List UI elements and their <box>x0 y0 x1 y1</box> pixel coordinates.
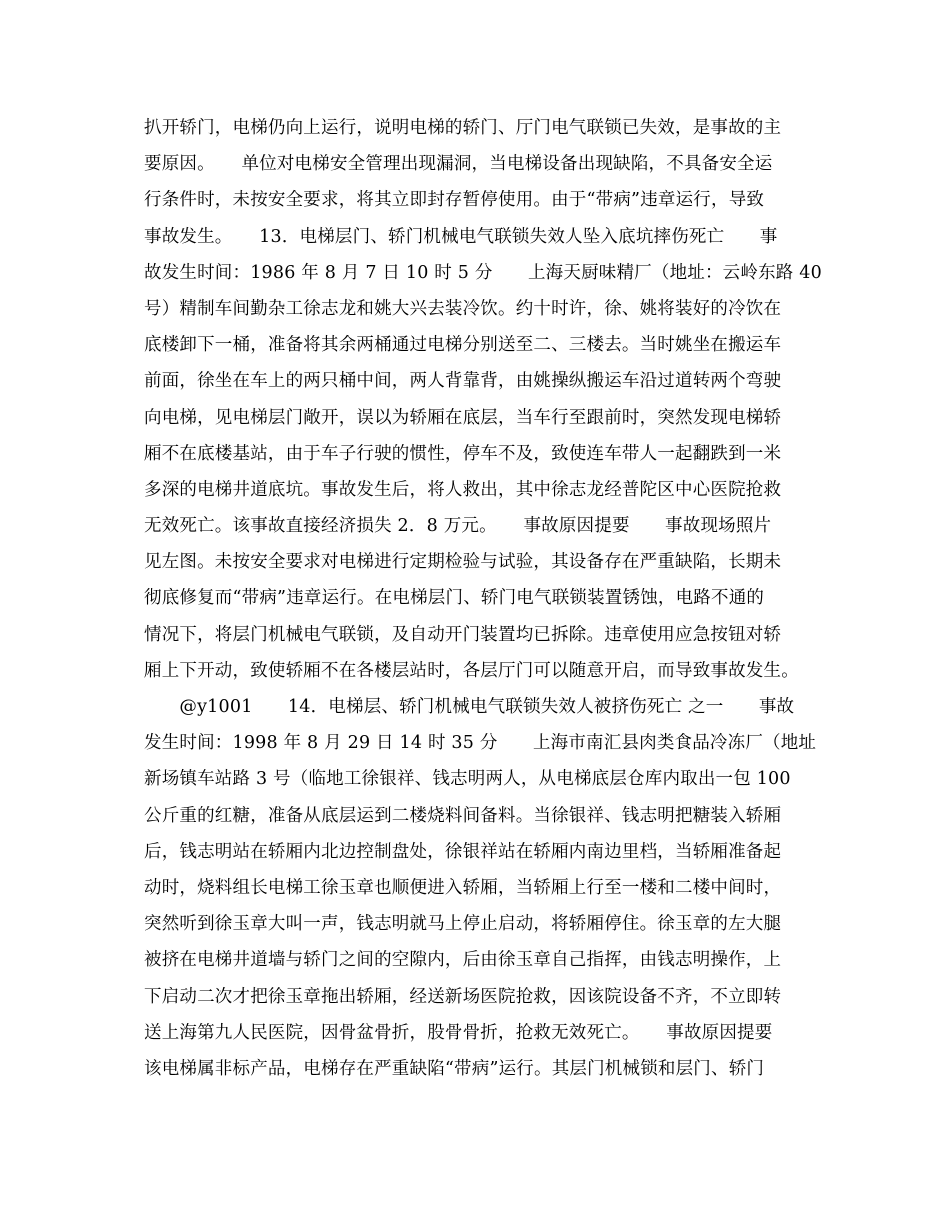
text-line: 事故发生。 13．电梯层门、轿门机械电气联锁失效人坠入底坑摔伤死亡 事 <box>144 226 778 247</box>
text-line: 被挤在电梯井道墙与轿门之间的空隙内，后由徐玉章自己指挥，由钱志明操作，上 <box>144 950 782 971</box>
text-line: 情况下，将层门机械电气联锁，及自动开门装置均已拆除。违章使用应急按钮对轿 <box>144 624 782 645</box>
text-line: 厢上下开动，致使轿厢不在各楼层站时，各层厅门可以随意开启，而导致事故发生。 <box>144 660 799 681</box>
text-line: 要原因。 单位对电梯安全管理出现漏洞，当电梯设备出现缺陷，不具备安全运 <box>144 154 773 175</box>
text-line: 前面，徐坐在车上的两只桶中间，两人背靠背，由姚操纵搬运车沿过道转两个弯驶 <box>144 371 782 392</box>
text-line: @y1001 14．电梯层、轿门机械电气联锁失效人被挤伤死亡 之一 事故 <box>144 697 795 717</box>
text-line: 号）精制车间勤杂工徐志龙和姚大兴去装冷饮。约十时许，徐、姚将装好的冷饮在 <box>144 298 782 319</box>
text-line: 多深的电梯井道底坑。事故发生后，将人救出，其中徐志龙经普陀区中心医院抢救 <box>144 479 782 500</box>
body-text <box>144 110 820 1087</box>
text-line: 动时，烧料组长电梯工徐玉章也顺便进入轿厢，当轿厢上行至一楼和二楼中间时， <box>144 877 782 898</box>
text-line: 新场镇车站路 3 号（临地工徐银祥、钱志明两人，从电梯底层仓库内取出一包 100 <box>144 769 791 790</box>
text-line: 行条件时，未按安全要求，将其立即封存暂停使用。由于“带病”违章运行，导致 <box>144 190 765 211</box>
text-line: 公斤重的红糖，准备从底层运到二楼烧料间备料。当徐银祥、钱志明把糖装入轿厢 <box>144 805 782 826</box>
text-line: 突然听到徐玉章大叫一声，钱志明就马上停止启动，将轿厢停住。徐玉章的左大腿 <box>144 914 782 935</box>
text-line: 送上海第九人民医院，因骨盆骨折，股骨骨折，抢救无效死亡。 事故原因提要 <box>144 1022 773 1043</box>
text-line: 故发生时间：1986 年 8 月 7 日 10 时 5 分 上海天厨味精厂（地址：云岭东路 40 <box>144 262 822 283</box>
text-line: 底楼卸下一桶，准备将其余两桶通过电梯分别送至二、三楼去。当时姚坐在搬运车 <box>144 335 782 356</box>
text-line: 见左图。未按安全要求对电梯进行定期检验与试验，其设备存在严重缺陷，长期未 <box>144 552 782 573</box>
text-line: 该电梯属非标产品，电梯存在严重缺陷“带病”运行。其层门机械锁和层门、轿门 <box>144 1058 765 1079</box>
text-line: 后，钱志明站在轿厢内北边控制盘处，徐银祥站在轿厢内南边里档，当轿厢准备起 <box>144 841 782 862</box>
text-line: 发生时间：1998 年 8 月 29 日 14 时 35 分 上海市南汇县肉类食品冷冻厂（地址 <box>144 733 817 754</box>
text-line: 厢不在底楼基站，由于车子行驶的惯性，停车不及，致使连车带人一起翻跌到一米 <box>144 443 782 464</box>
text-line: 下启动二次才把徐玉章拖出轿厢，经送新场医院抢救，因该院设备不齐，不立即转 <box>144 986 782 1007</box>
text-line: 向电梯，见电梯层门敞开，误以为轿厢在底层，当车行至跟前时，突然发现电梯轿 <box>144 407 782 428</box>
text-line: 扒开轿门，电梯仍向上运行，说明电梯的轿门、厅门电气联锁已失效，是事故的主 <box>144 118 782 138</box>
text-line: 彻底修复而“带病”违章运行。在电梯层门、轿门电气联锁装置锈蚀，电路不通的 <box>144 588 765 609</box>
text-line: 无效死亡。该事故直接经济损失 2．8 万元。 事故原因提要 事故现场照片 <box>144 516 772 537</box>
